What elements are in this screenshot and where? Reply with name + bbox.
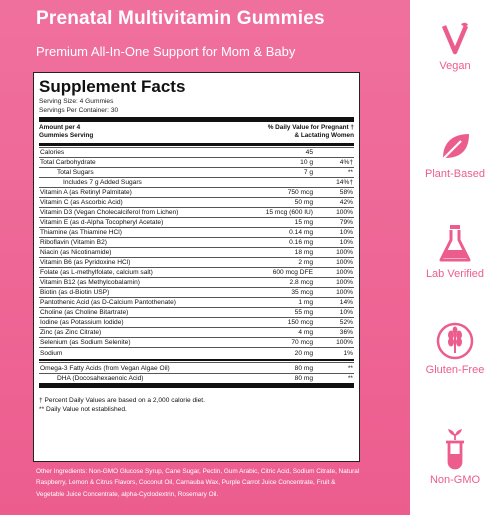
- nutrient-amount: 80 mg: [232, 363, 314, 373]
- badge-label: Non-GMO: [429, 474, 481, 486]
- dv-header-line-1: % Daily Value for Pregnant †: [267, 124, 354, 131]
- dv-header-line-2: & Lactating Women: [294, 132, 354, 139]
- nutrient-amount: 4 mg: [232, 328, 314, 338]
- badge-label: Vegan: [439, 60, 471, 72]
- badge-non-gmo: [410, 428, 500, 486]
- badge-label: Lab Verified: [425, 268, 485, 280]
- nutrient-name: Vitamin B6 (as Pyridoxine HCl): [39, 258, 232, 268]
- nutrient-daily-value: 100%: [314, 247, 354, 257]
- nutrient-row: [39, 197, 354, 207]
- nutrient-row: [39, 288, 354, 298]
- nutrient-amount: 150 mcg: [232, 318, 314, 328]
- footnote-daily-value: † Percent Daily Values are based on a 2,000 calorie diet.: [39, 397, 205, 405]
- nutrient-name: DHA (Docosahexaenoic Acid): [39, 373, 232, 383]
- nutrient-daily-value: 10%: [314, 237, 354, 247]
- nutrient-name: Total Carbohydrate: [39, 157, 232, 167]
- amount-header-line-2: Gummies Serving: [39, 132, 94, 139]
- nutrient-name: Vitamin B12 (as Methylcobalamin): [39, 278, 232, 288]
- nutrient-row: [39, 298, 354, 308]
- nutrient-daily-value: 100%: [314, 258, 354, 268]
- nutrient-row: [39, 147, 354, 157]
- nutrient-row: [39, 207, 354, 217]
- nutrient-row: [39, 328, 354, 338]
- footnote-not-established: ** Daily Value not established.: [39, 406, 127, 414]
- nutrient-name: Choline (as Choline Bitartrate): [39, 308, 232, 318]
- nutrient-daily-value: 52%: [314, 318, 354, 328]
- nutrient-name: Iodine (as Potassium Iodide): [39, 318, 232, 328]
- nutrient-daily-value: **: [314, 373, 354, 383]
- nutrient-name: Vitamin C (as Ascorbic Acid): [39, 197, 232, 207]
- nutrient-amount: 70 mcg: [232, 338, 314, 348]
- nutrient-row: [39, 227, 354, 237]
- nutrient-daily-value: 42%: [314, 197, 354, 207]
- nutrient-name: Vitamin A (as Retinyl Palmitate): [39, 187, 232, 197]
- badge-lab-verified: [410, 224, 500, 280]
- nutrient-amount: 20 mg: [232, 348, 314, 358]
- nutrient-daily-value: 36%: [314, 328, 354, 338]
- nutrient-daily-value: 10%: [314, 227, 354, 237]
- nutrient-amount: 750 mcg: [232, 187, 314, 197]
- badge-label: Gluten-Free: [425, 364, 485, 376]
- nutrient-name: Zinc (as Zinc Citrate): [39, 328, 232, 338]
- nutrient-name: Thiamine (as Thiamine HCl): [39, 227, 232, 237]
- nutrient-row: [39, 258, 354, 268]
- nutrient-daily-value: 10%: [314, 308, 354, 318]
- nutrient-daily-value: 100%: [314, 268, 354, 278]
- nutrient-daily-value: **: [314, 363, 354, 373]
- other-ingredients: Other Ingredients: Non-GMO Glucose Syrup, Cane Sugar, Pectin, Gum Arabic, Citric Acid, Sodium Citrate, Natural Raspberry, Lemon & Citrus Flavors, Coconut Oil, Carnauba Wax, Purple Carrot Juice Concentrate, Fruit & Vegetable Juice Concentrate, alpha-Cyclodextrin, Rosemary Oil.: [36, 468, 360, 498]
- nutrient-table: [39, 147, 354, 358]
- nutrient-amount: 10 g: [232, 157, 314, 167]
- nutrient-daily-value: 4%†: [314, 157, 354, 167]
- facts-column-header: [39, 124, 354, 142]
- nutrient-row: [39, 308, 354, 318]
- nutrient-daily-value: 58%: [314, 187, 354, 197]
- wheat-icon: [436, 322, 474, 360]
- nutrient-daily-value: 79%: [314, 217, 354, 227]
- nutrient-amount: 50 mg: [232, 197, 314, 207]
- nutrient-daily-value: [314, 147, 354, 157]
- nutrient-row: [39, 373, 354, 383]
- omega-table: [39, 362, 354, 383]
- nutrient-name: Selenium (as Sodium Selenite): [39, 338, 232, 348]
- nutrient-daily-value: 14%: [314, 298, 354, 308]
- divider-medium: [39, 143, 354, 146]
- supplement-facts-panel: [33, 72, 360, 462]
- nutrient-row: [39, 268, 354, 278]
- nutrient-row: [39, 237, 354, 247]
- leaf-icon: [437, 128, 473, 164]
- divider-thick: [39, 383, 354, 388]
- nutrient-row: [39, 217, 354, 227]
- nutrient-name: Pantothenic Acid (as D-Calcium Pantothenate): [39, 298, 232, 308]
- nutrient-row: [39, 157, 354, 167]
- divider-thick: [39, 117, 354, 122]
- divider-medium: [39, 359, 354, 362]
- nutrient-amount: 2.8 mcg: [232, 278, 314, 288]
- nutrient-daily-value: 100%: [314, 207, 354, 217]
- nutrient-daily-value: 100%: [314, 288, 354, 298]
- badge-plant-based: [410, 128, 500, 180]
- nutrient-row: [39, 187, 354, 197]
- badge-column: [410, 0, 500, 515]
- nutrient-row: [39, 247, 354, 257]
- nutrient-amount: 0.14 mg: [232, 227, 314, 237]
- nutrient-daily-value: 1%: [314, 348, 354, 358]
- badge-vegan: [410, 20, 500, 72]
- nutrient-name: Sodium: [39, 348, 232, 358]
- supplement-facts-title: Supplement Facts: [39, 77, 186, 96]
- nutrient-row: [39, 363, 354, 373]
- vegan-v-icon: [440, 20, 470, 56]
- nutrient-amount: 55 mg: [232, 308, 314, 318]
- nutrient-amount: 15 mg: [232, 217, 314, 227]
- nutrient-amount: 80 mg: [232, 373, 314, 383]
- product-title: Prenatal Multivitamin Gummies: [36, 8, 325, 29]
- nutrient-amount: 0.16 mg: [232, 237, 314, 247]
- nutrient-amount: 15 mcg (600 IU): [232, 207, 314, 217]
- nutrient-row: [39, 348, 354, 358]
- amount-header-line-1: Amount per 4: [39, 124, 81, 131]
- test-tube-plant-icon: [440, 428, 470, 470]
- nutrient-name: Folate (as L-methylfolate, calcium salt): [39, 268, 232, 278]
- nutrient-daily-value: **: [314, 167, 354, 177]
- nutrient-amount: 18 mg: [232, 247, 314, 257]
- flask-icon: [438, 224, 472, 264]
- nutrient-amount: 600 mcg DFE: [232, 268, 314, 278]
- nutrient-row: [39, 177, 354, 187]
- nutrient-daily-value: 100%: [314, 338, 354, 348]
- nutrient-name: Riboflavin (Vitamin B2): [39, 237, 232, 247]
- nutrient-name: Biotin (as d-Biotin USP): [39, 288, 232, 298]
- nutrient-name: Total Sugars: [39, 167, 232, 177]
- nutrient-amount: 7 g: [232, 167, 314, 177]
- nutrient-amount: 45: [232, 147, 314, 157]
- product-subtitle: Premium All-In-One Support for Mom & Baby: [36, 44, 296, 59]
- nutrient-row: [39, 167, 354, 177]
- servings-per-container: Servings Per Container: 30: [39, 107, 119, 114]
- nutrient-name: Calories: [39, 147, 232, 157]
- badge-label: Plant-Based: [425, 168, 485, 180]
- nutrient-name: Vitamin E (as d-Alpha Tocopheryl Acetate): [39, 217, 232, 227]
- nutrient-name: Omega-3 Fatty Acids (from Vegan Algae Oil): [39, 363, 232, 373]
- nutrient-daily-value: 14%†: [314, 177, 354, 187]
- nutrient-row: [39, 318, 354, 328]
- nutrient-name: Vitamin D3 (Vegan Cholecalciferol from Lichen): [39, 207, 232, 217]
- nutrient-amount: 1 mg: [232, 298, 314, 308]
- nutrient-row: [39, 278, 354, 288]
- nutrient-amount: 35 mcg: [232, 288, 314, 298]
- nutrient-daily-value: 100%: [314, 278, 354, 288]
- serving-size: Serving Size: 4 Gummies: [39, 98, 114, 105]
- nutrient-amount: 2 mg: [232, 258, 314, 268]
- nutrient-name: Niacin (as Nicotinamide): [39, 247, 232, 257]
- nutrient-name: Includes 7 g Added Sugars: [39, 177, 232, 187]
- badge-gluten-free: [410, 322, 500, 376]
- nutrient-row: [39, 338, 354, 348]
- nutrient-amount: [232, 177, 314, 187]
